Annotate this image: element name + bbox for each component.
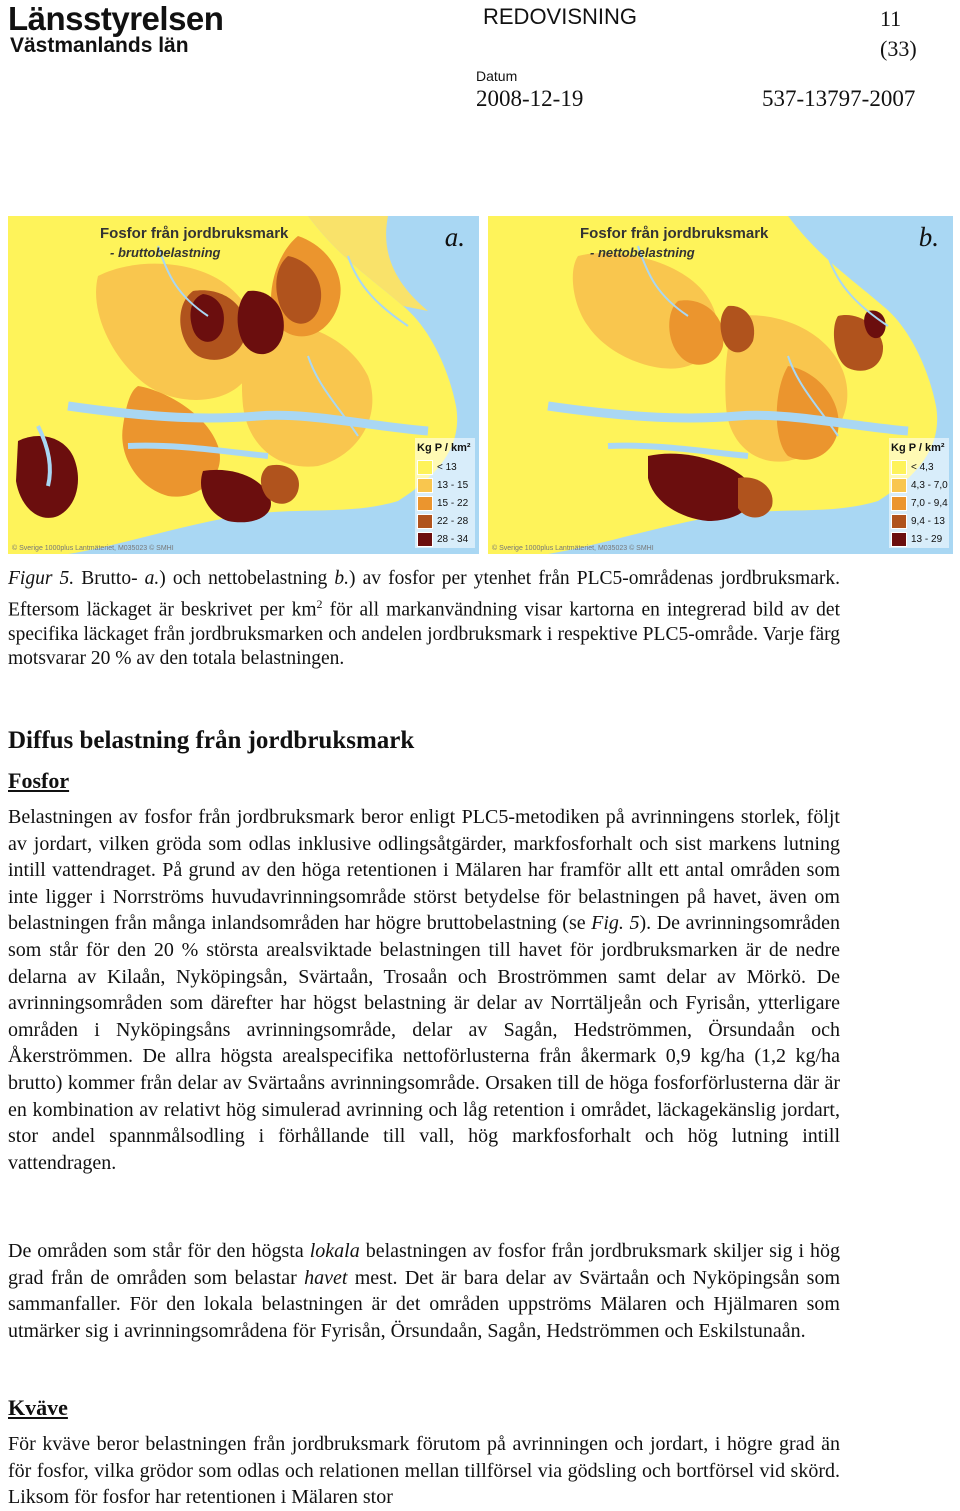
legend-item: 13 - 15 <box>415 476 475 494</box>
legend-item: 15 - 22 <box>415 494 475 512</box>
map-b-label: b. <box>918 222 939 252</box>
logo-county: Västmanlands län <box>10 34 189 57</box>
map-b-title: Fosfor från jordbruksmark - nettobelastning <box>580 225 769 260</box>
paragraph-fosfor-1: Belastningen av fosfor från jordbruksmark beror enligt PLC5-metodiken på avrinningens storlek, följt av jordart, vilken gröda som odlas inklusive odlingsåtgärder, markfosforhalt och sist markens lutning intill vattendraget. På grund av den höga retentionen i Mälaren har framför allt ett antal områden som inte ligger i Norrströms huvudavrinningsområde störst betydelse för belastningen på havet, även om belastningen från många inlandsområden har högre bruttobelastning (se Fig. 5). De avrinningsområden som står för den 20 % största arealsviktade belastningen till havet för jordbruksmarken är de nedre delarna av Kilaån, Nyköpingsån, Svärtaån, Trosaån och Broströmmen samt delar av Mörkö. De avrinningsområden som därefter har högst belastning är delar av Norrtäljeån och Fyrisån, ytterligare områden i Nyköpingsåns avrinningsområde, delar av Sagån, Hedströmmen, Örsundaån och Åkerströmmen. De allra högsta arealspecifika nettoförlusterna från åkermark 0,9 kg/ha (1,2 kg/ha brutto) kommer från delar av Svärtaåns avrinningsområde. Orsaken till de höga fosforförlusterna där är en kombination av relativt hög simulerad avrinning och låg retention i området, läckagekänslig jordart, stor andel spannmålsodling i förhållande till vall, hög markfosforhalt och hög lutning intill vattendragen. <box>8 806 840 1174</box>
legend-item: 22 - 28 <box>415 512 475 530</box>
page-number: 11 <box>880 6 902 31</box>
document-date: 2008-12-19 <box>476 86 584 111</box>
subsection-kvave: Kväve <box>8 1395 68 1420</box>
legend-item: < 4,3 <box>889 458 949 476</box>
section-title: Diffus belastning från jordbruksmark <box>8 727 415 754</box>
logo-name: Länsstyrelsen <box>8 0 224 37</box>
legend-item: 28 - 34 <box>415 530 475 548</box>
legend-item: 9,4 - 13 <box>889 512 949 530</box>
map-a-label: a. <box>444 222 465 252</box>
legend-item: < 13 <box>415 458 475 476</box>
map-gross-image <box>8 216 479 554</box>
figure-caption: Figur 5. Brutto- a.) och nettobelastning b.) av fosfor per ytenhet från PLC5-områdenas jordbruksmark. Eftersom läckaget är beskrivet per $km^2$ för all markanvändning visar kartorna en integrerad bild av det specifika läckaget från jordbruksmarken och andelen jordbruksmark i respektive PLC5-område. Varje färg motsvarar 20 % av den totala belastningen. <box>8 568 841 669</box>
map-net-image <box>488 216 953 554</box>
page-total: (33) <box>880 36 917 61</box>
legend-item: 4,3 - 7,0 <box>889 476 949 494</box>
legend-title: Kg P / km² <box>891 442 945 454</box>
map-b-legend <box>889 438 949 548</box>
map-a-title: Fosfor från jordbruksmark - bruttobelastning <box>100 225 289 260</box>
date-label: Datum <box>476 68 518 84</box>
map-a-copyright: © Sverige 1000plus Lantmäteriet, M035023 © SMHI <box>12 545 174 552</box>
document-number: 537-13797-2007 <box>762 86 916 111</box>
map-b-copyright: © Sverige 1000plus Lantmäteriet, M035023 © SMHI <box>492 545 654 552</box>
document-type: REDOVISNING <box>483 4 638 29</box>
paragraph-kvave-1: För kväve beror belastningen från jordbruksmark förutom på avrinningen och jordart, i högre grad än för fosfor, vilka grödor som odlas och relationen mellan tillförsel via gödsling och bortförsel vid skörd. Liksom för fosfor har retentionen i Mälaren stor <box>8 1433 840 1509</box>
legend-item: 7,0 - 9,4 <box>889 494 949 512</box>
legend-title: Kg P / km² <box>417 442 471 454</box>
paragraph-fosfor-2: De områden som står för den högsta lokala belastningen av fosfor från jordbruksmark skiljer sig i hög grad från de områden som belastar havet mest. Det är bara delar av Svärtaån och Nyköpingsån som sammanfaller. För den lokala belastningen är det områden uppströms Mälaren och Hjälmaren som utmärker sig i avrinningsområdena för Fyrisån, Örsundaån, Sagån, Hedströmmen och Eskilstunaån. <box>8 1240 841 1342</box>
legend-item: 13 - 29 <box>889 530 949 548</box>
subsection-fosfor: Fosfor <box>8 768 70 793</box>
map-net-load <box>488 216 953 554</box>
map-gross-load <box>8 216 479 554</box>
map-a-legend <box>415 438 475 548</box>
